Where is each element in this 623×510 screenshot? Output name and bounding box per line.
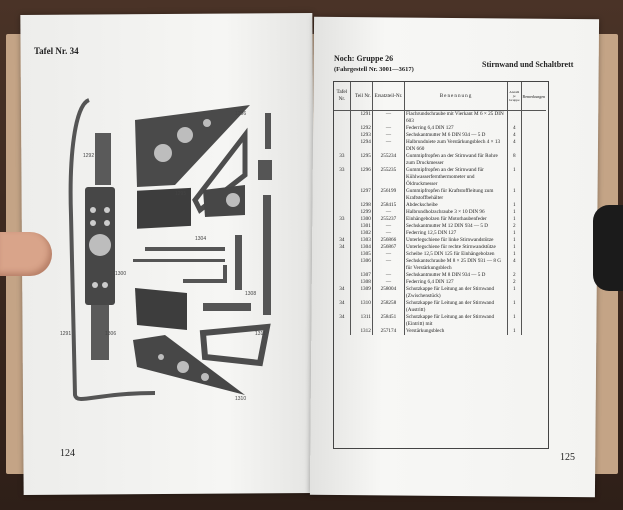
- cell-teil: 1306: [350, 258, 372, 272]
- cell-benennung: Sechskantschraube M 8 × 25 DIN 931 — 8 G für Verstärkungsblech: [405, 258, 508, 272]
- table-row: [334, 209, 546, 216]
- cell-anzahl: 1: [508, 244, 522, 251]
- part-label: 1292: [83, 153, 95, 159]
- cell-tafel: [334, 125, 350, 132]
- cell-teil: 1301: [350, 223, 372, 230]
- cell-teil: 1310: [350, 300, 372, 314]
- table-row: [334, 237, 546, 244]
- cell-teil: 1304: [350, 244, 372, 251]
- cell-bemerkungen: [521, 251, 546, 258]
- small-bar-part: [265, 113, 271, 149]
- cell-ersatzteil: 255234: [372, 153, 404, 167]
- cell-benennung: Federring 12,5 DIN 127: [405, 230, 508, 237]
- cell-bemerkungen: [521, 300, 546, 314]
- col-tafel: Tafel Nr.: [334, 82, 350, 111]
- cell-benennung: Gummipfropfen an der Stirnwand für Rohre zum Druckmesser: [405, 153, 508, 167]
- cell-ersatzteil: 255237: [372, 216, 404, 223]
- cell-tafel: 34: [339, 237, 345, 243]
- cell-tafel: [334, 258, 350, 272]
- cell-tafel: 34: [339, 244, 345, 250]
- cell-tafel: [334, 223, 350, 230]
- cell-teil: 1309: [350, 286, 372, 300]
- cell-anzahl: 2: [508, 279, 522, 286]
- cell-benennung: Einhängebolzen für Motorhaubenfeder: [405, 216, 508, 223]
- cell-ersatzteil: —: [372, 230, 404, 237]
- bracket-part: [95, 133, 111, 185]
- part-label: 1296: [235, 111, 247, 117]
- cell-ersatzteil: —: [372, 272, 404, 279]
- cell-anzahl: 1: [508, 314, 522, 328]
- cell-teil: 1303: [350, 237, 372, 244]
- cell-bemerkungen: [521, 244, 546, 251]
- table-row: [334, 328, 546, 335]
- cell-anzahl: 1: [508, 167, 522, 188]
- parts-exploded-diagram: [55, 95, 275, 425]
- cell-benennung: Halbrundholzschraube 3 × 10 DIN 96: [405, 209, 508, 216]
- col-bemerkungen: Bemerkungen: [521, 82, 546, 111]
- header-chassis-range: (Fahrgestell Nr. 3001—3617): [334, 66, 414, 73]
- strap-part: [203, 303, 251, 311]
- cell-ersatzteil: —: [372, 209, 404, 216]
- cell-anzahl: 1: [508, 188, 522, 202]
- cell-ersatzteil: 255235: [372, 167, 404, 188]
- header-section-title: Stirnwand und Schaltbrett: [482, 60, 574, 69]
- cell-anzahl: 4: [508, 132, 522, 139]
- table-row: [334, 279, 546, 286]
- bottom-panel-part: [133, 335, 245, 395]
- cell-benennung: Gummipfropfen für Kraftstoffleitung zum Kraftstoffbehälter: [405, 188, 508, 202]
- cell-anzahl: 4: [508, 258, 522, 272]
- cell-anzahl: 1: [508, 202, 522, 209]
- table-row: [334, 251, 546, 258]
- cell-benennung: Unterlegschiene für rechte Stirnwandstütze: [405, 244, 508, 251]
- cell-tafel: 34: [339, 300, 345, 306]
- cell-tafel: [334, 272, 350, 279]
- table-row: [334, 167, 546, 188]
- cell-teil: 1299: [350, 209, 372, 216]
- cell-tafel: [334, 111, 350, 126]
- table-row: [334, 286, 546, 300]
- cell-ersatzteil: —: [372, 111, 404, 126]
- table-row: [334, 111, 546, 126]
- cell-anzahl: 4: [508, 139, 522, 153]
- cell-ersatzteil: 258258: [372, 300, 404, 314]
- long-bar-part: [263, 195, 271, 315]
- cell-benennung: Unterlegschiene für linke Stirnwandstütze: [405, 237, 508, 244]
- cell-bemerkungen: [521, 258, 546, 272]
- cell-anzahl: 1: [508, 251, 522, 258]
- col-teil: Teil Nr.: [350, 82, 372, 111]
- rod-part: [145, 247, 225, 251]
- cell-ersatzteil: 256866: [372, 237, 404, 244]
- triangle-panel-part: [135, 105, 250, 187]
- cell-tafel: [334, 139, 350, 153]
- table-row: [334, 258, 546, 272]
- upright-bar-part: [235, 235, 242, 290]
- cell-benennung: Flachrundschraube mit Vierkant M 6 × 25 DIN 603: [405, 111, 508, 126]
- col-ersatzteil: Ersatzteil-Nr.: [372, 82, 404, 111]
- cell-anzahl: 1: [508, 237, 522, 244]
- cell-bemerkungen: [521, 314, 546, 328]
- cell-teil: 1294: [350, 139, 372, 153]
- cell-tafel: 34: [339, 314, 345, 320]
- cell-ersatzteil: 258004: [372, 286, 404, 300]
- cell-benennung: Sechskantmutter M 8 DIN 934 — 5 D: [405, 272, 508, 279]
- cell-anzahl: 4: [508, 125, 522, 132]
- cell-tafel: [334, 188, 350, 202]
- cell-teil: 1295: [350, 153, 372, 167]
- cell-benennung: Scheibe 12,5 DIN 125 für Einhängebolzen: [405, 251, 508, 258]
- part-label: 1311: [255, 331, 266, 337]
- small-plate-part: [258, 160, 272, 180]
- cell-ersatzteil: 257174: [372, 328, 404, 335]
- cell-bemerkungen: [521, 286, 546, 300]
- cell-teil: 1292: [350, 125, 372, 132]
- col-benennung: Benennung: [405, 82, 508, 111]
- cell-ersatzteil: —: [372, 258, 404, 272]
- cell-benennung: Sechskantmutter M 6 DIN 934 — 5 D: [405, 132, 508, 139]
- cell-anzahl: 2: [508, 272, 522, 279]
- cell-tafel: [334, 328, 350, 335]
- cell-anzahl: 1: [508, 300, 522, 314]
- cell-ersatzteil: —: [372, 251, 404, 258]
- cell-teil: 1291: [350, 111, 372, 126]
- cell-bemerkungen: [521, 132, 546, 139]
- table-row: [334, 202, 546, 209]
- table-row: [334, 244, 546, 251]
- table-row: [334, 188, 546, 202]
- cell-benennung: Abdeckscheibe: [405, 202, 508, 209]
- cell-bemerkungen: [521, 216, 546, 223]
- plate-title: Tafel Nr. 34: [34, 46, 79, 56]
- cell-tafel: [334, 279, 350, 286]
- table-row: [334, 300, 546, 314]
- cell-teil: 1312: [350, 328, 372, 335]
- cell-teil: 1296: [350, 167, 372, 188]
- cell-tafel: 33: [339, 216, 345, 222]
- table-row: [334, 230, 546, 237]
- table-row: [334, 132, 546, 139]
- part-label: 1306: [105, 331, 117, 337]
- cell-bemerkungen: [521, 209, 546, 216]
- header-group: Noch: Gruppe 26: [334, 54, 394, 63]
- col-anzahl: Anzahl je Gruppe: [508, 82, 522, 111]
- cell-tafel: [334, 202, 350, 209]
- table-row: [334, 314, 546, 328]
- cell-teil: 1307: [350, 272, 372, 279]
- cell-bemerkungen: [521, 279, 546, 286]
- cell-ersatzteil: —: [372, 223, 404, 230]
- cell-ersatzteil: —: [372, 139, 404, 153]
- cell-bemerkungen: [521, 328, 546, 335]
- cell-benennung: Schutzkappe für Leitung an der Stirnwand (Zwischenstück): [405, 286, 508, 300]
- cell-anzahl: 1: [508, 328, 522, 335]
- cell-ersatzteil: —: [372, 279, 404, 286]
- cell-benennung: Sechskantmutter M 12 DIN 934 — 5 D: [405, 223, 508, 230]
- table-row: [334, 125, 546, 132]
- table-row: [334, 272, 546, 279]
- cell-bemerkungen: [521, 153, 546, 167]
- lower-mid-plate-part: [135, 288, 187, 330]
- cell-tafel: [334, 251, 350, 258]
- cell-teil: 1297: [350, 188, 372, 202]
- cell-bemerkungen: [521, 223, 546, 230]
- cell-benennung: Schutzkappe für Leitung an der Stirnwand (Eintritt) mit: [405, 314, 508, 328]
- cell-anzahl: 8: [508, 153, 522, 167]
- cell-bemerkungen: [521, 167, 546, 188]
- cell-benennung: Federring 6,4 DIN 127: [405, 125, 508, 132]
- cell-ersatzteil: 256867: [372, 244, 404, 251]
- cell-teil: 1302: [350, 230, 372, 237]
- cell-benennung: Federring 6,4 DIN 127: [405, 279, 508, 286]
- cell-bemerkungen: [521, 139, 546, 153]
- cell-teil: 1300: [350, 216, 372, 223]
- cell-teil: 1311: [350, 314, 372, 328]
- cell-teil: 1298: [350, 202, 372, 209]
- cell-anzahl: 1: [508, 286, 522, 300]
- parts-table: [334, 82, 546, 335]
- cell-benennung: Halbrundniete zum Verstärkungsblech 4 × 13 DIN 660: [405, 139, 508, 153]
- cell-anzahl: 1: [508, 209, 522, 216]
- cell-tafel: 34: [339, 286, 345, 292]
- part-label: 1291: [60, 331, 72, 337]
- cell-ersatzteil: 258451: [372, 314, 404, 328]
- black-object: [593, 205, 623, 291]
- cell-teil: 1305: [350, 251, 372, 258]
- cell-bemerkungen: [521, 237, 546, 244]
- cell-anzahl: [508, 111, 522, 126]
- part-label: 1300: [115, 271, 127, 277]
- left-page-number: 124: [60, 448, 75, 459]
- part-label: 1304: [195, 236, 207, 242]
- cell-tafel: [334, 230, 350, 237]
- cell-anzahl: 1: [508, 230, 522, 237]
- cell-bemerkungen: [521, 202, 546, 209]
- cell-ersatzteil: 256199: [372, 188, 404, 202]
- cell-ersatzteil: 258415: [372, 202, 404, 209]
- cell-anzahl: 2: [508, 223, 522, 230]
- cell-anzahl: 1: [508, 216, 522, 223]
- cell-benennung: Schutzkappe für Leitung an der Stirnwand (Austritt): [405, 300, 508, 314]
- cell-benennung: Verstärkungsblech: [405, 328, 508, 335]
- cell-ersatzteil: —: [372, 132, 404, 139]
- table-row: [334, 223, 546, 230]
- cell-bemerkungen: [521, 188, 546, 202]
- part-label: 1308: [245, 291, 257, 297]
- table-row: [334, 216, 546, 223]
- cell-bemerkungen: [521, 111, 546, 126]
- right-page-number: 125: [560, 452, 575, 463]
- table-row: [334, 139, 546, 153]
- cell-tafel: 33: [339, 167, 345, 173]
- cell-teil: 1308: [350, 279, 372, 286]
- cell-bemerkungen: [521, 272, 546, 279]
- part-label: 1310: [235, 396, 247, 402]
- part-label: 1295: [175, 191, 187, 197]
- cell-benennung: Gummipfropfen an der Stirnwand für Kühlwasserfernthermometer und Öldruckmesser: [405, 167, 508, 188]
- cell-bemerkungen: [521, 125, 546, 132]
- cell-ersatzteil: —: [372, 125, 404, 132]
- holding-thumb: [0, 232, 52, 276]
- cell-bemerkungen: [521, 230, 546, 237]
- table-row: [334, 153, 546, 167]
- cell-tafel: [334, 209, 350, 216]
- cell-tafel: 33: [339, 153, 345, 159]
- cell-teil: 1293: [350, 132, 372, 139]
- cell-tafel: [334, 132, 350, 139]
